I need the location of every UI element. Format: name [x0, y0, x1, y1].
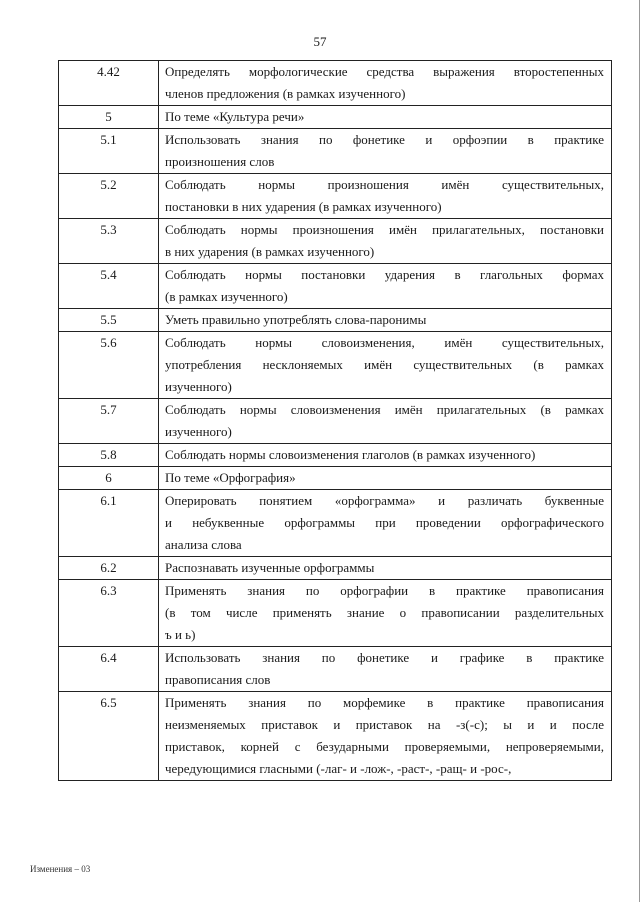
table-row — [59, 332, 612, 399]
text-line: Применять знания по орфографии в практике правописания — [165, 583, 604, 598]
text-line: Соблюдать нормы словоизменения, имён существительных, — [165, 335, 604, 350]
text-line: (в рамках изученного) — [165, 289, 288, 304]
row-text — [159, 129, 612, 174]
text-line: По теме «Орфография» — [165, 470, 296, 485]
row-text — [159, 557, 612, 580]
row-text — [159, 692, 612, 781]
text-line: Использовать знания по фонетике и орфоэпии в практике — [165, 132, 604, 147]
row-code: 6.1 — [59, 490, 159, 557]
row-text — [159, 61, 612, 106]
text-line: Соблюдать нормы произношения имён существительных, — [165, 177, 604, 192]
row-code: 5.6 — [59, 332, 159, 399]
text-line: правописания слов — [165, 672, 271, 687]
table-row — [59, 106, 612, 129]
table-row — [59, 490, 612, 557]
text-line: Определять морфологические средства выражения второстепенных — [165, 64, 604, 79]
row-code: 5.8 — [59, 444, 159, 467]
row-text — [159, 264, 612, 309]
page-number: 57 — [313, 34, 327, 49]
text-line: Соблюдать нормы словоизменения глаголов (в рамках изученного) — [165, 447, 536, 462]
text-line: Оперировать понятием «орфограмма» и различать буквенные — [165, 493, 604, 508]
row-code: 5 — [59, 106, 159, 129]
row-code: 4.42 — [59, 61, 159, 106]
table-row — [59, 309, 612, 332]
row-code: 5.4 — [59, 264, 159, 309]
text-line: ъ и ь) — [165, 627, 196, 642]
footer-note: Изменения – 03 — [30, 864, 91, 874]
row-code: 6.2 — [59, 557, 159, 580]
table-row — [59, 580, 612, 647]
row-code: 6.4 — [59, 647, 159, 692]
text-line: чередующимися гласными (-лаг- и -лож-, -раст-, -ращ- и -рос-, — [165, 761, 512, 776]
text-line: приставок, корней с безударными проверяемыми, непроверяемыми, — [165, 739, 604, 754]
row-text — [159, 444, 612, 467]
row-code: 6.3 — [59, 580, 159, 647]
row-code: 5.2 — [59, 174, 159, 219]
table-row — [59, 647, 612, 692]
text-line: Соблюдать нормы постановки ударения в глагольных формах — [165, 267, 604, 282]
row-text — [159, 174, 612, 219]
table-row — [59, 692, 612, 781]
row-code: 6 — [59, 467, 159, 490]
requirements-table — [58, 60, 612, 781]
row-text — [159, 647, 612, 692]
table-row — [59, 129, 612, 174]
row-code: 5.5 — [59, 309, 159, 332]
row-code: 5.3 — [59, 219, 159, 264]
text-line: и небуквенные орфограммы при проведении орфографического — [165, 515, 604, 530]
text-line: Уметь правильно употреблять слова-паронимы — [165, 312, 427, 327]
row-text — [159, 467, 612, 490]
row-code: 6.5 — [59, 692, 159, 781]
text-line: в них ударения (в рамках изученного) — [165, 244, 375, 259]
text-line: Распознавать изученные орфограммы — [165, 560, 375, 575]
text-line: (в том числе применять знание о правописании разделительных — [165, 605, 604, 620]
row-text — [159, 580, 612, 647]
text-line: По теме «Культура речи» — [165, 109, 305, 124]
table-row — [59, 174, 612, 219]
table-row — [59, 399, 612, 444]
text-line: постановки в них ударения (в рамках изученного) — [165, 199, 442, 214]
text-line: изученного) — [165, 379, 232, 394]
row-code: 5.1 — [59, 129, 159, 174]
text-line: употребления несклоняемых имён существительных (в рамках — [165, 357, 604, 372]
row-text — [159, 490, 612, 557]
table-row — [59, 219, 612, 264]
row-text — [159, 309, 612, 332]
table-row — [59, 264, 612, 309]
table-row — [59, 444, 612, 467]
row-text — [159, 106, 612, 129]
text-line: Использовать знания по фонетике и графике в практике — [165, 650, 604, 665]
table-row — [59, 61, 612, 106]
text-line: неизменяемых приставок и приставок на -з(-с); ы и и после — [165, 717, 604, 732]
text-line: членов предложения (в рамках изученного) — [165, 86, 406, 101]
row-text — [159, 219, 612, 264]
row-text — [159, 399, 612, 444]
text-line: изученного) — [165, 424, 232, 439]
table-row — [59, 557, 612, 580]
table-row — [59, 467, 612, 490]
row-code: 5.7 — [59, 399, 159, 444]
text-line: произношения слов — [165, 154, 275, 169]
text-line: анализа слова — [165, 537, 242, 552]
row-text — [159, 332, 612, 399]
text-line: Соблюдать нормы словоизменения имён прилагательных (в рамках — [165, 402, 604, 417]
text-line: Соблюдать нормы произношения имён прилагательных, постановки — [165, 222, 604, 237]
text-line: Применять знания по морфемике в практике правописания — [165, 695, 604, 710]
